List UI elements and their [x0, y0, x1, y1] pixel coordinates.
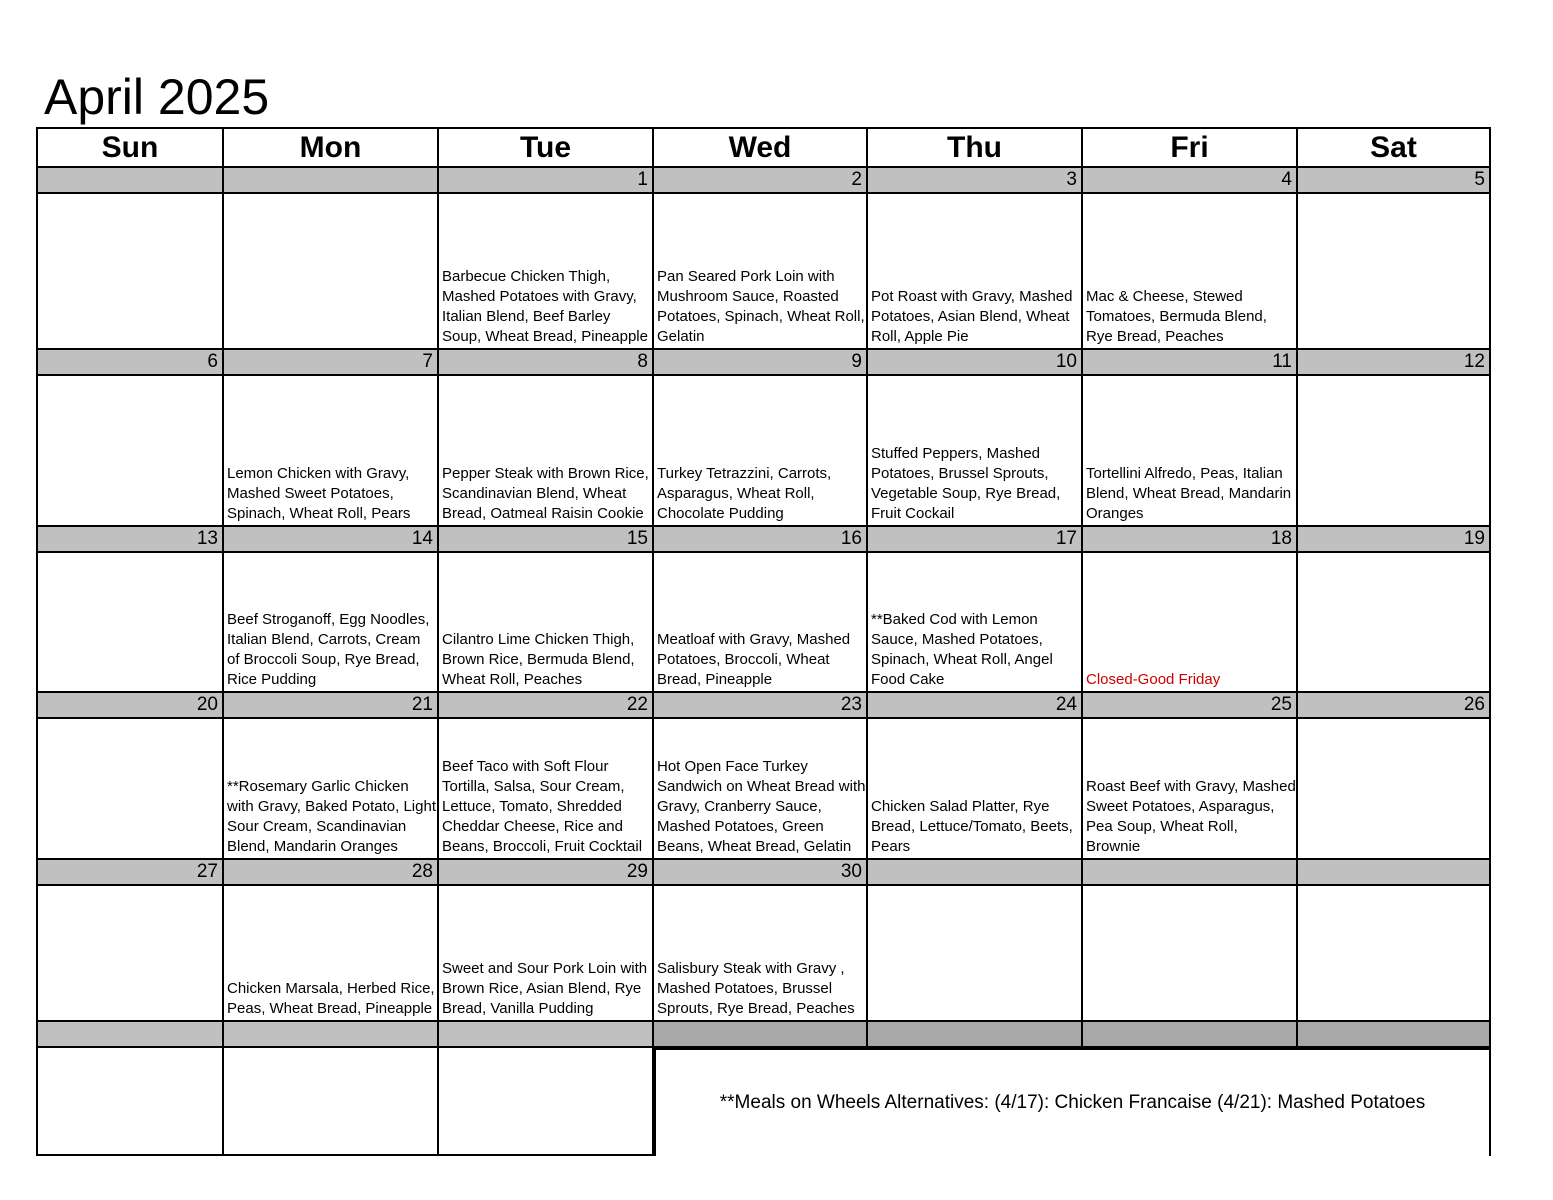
day-number: [1083, 860, 1298, 886]
day-cell: [38, 719, 224, 860]
meal-text: Meatloaf with Gravy, Mashed Potatoes, Broccoli, Wheat Bread, Pineapple: [657, 631, 851, 688]
meal-text: Pepper Steak with Brown Rice, Scandinavian Blend, Wheat Bread, Oatmeal Raisin Cookie: [442, 465, 649, 522]
meal-text: Chicken Marsala, Herbed Rice, Peas, Wheat Bread, Pineapple: [227, 980, 435, 1017]
day-number: 23: [654, 693, 868, 719]
calendar-title: April 2025: [44, 69, 270, 125]
day-number: 17: [868, 527, 1083, 553]
day-number: 2: [654, 168, 868, 194]
meal-text: **Rosemary Garlic Chicken with Gravy, Baked Potato, Light Sour Cream, Scandinavian Blend, Mandarin Oranges: [227, 778, 436, 855]
day-cell: [38, 553, 224, 693]
day-number: [224, 168, 439, 194]
day-number: [1083, 1022, 1298, 1048]
day-cell: [868, 886, 1083, 1022]
day-number: 22: [439, 693, 654, 719]
day-number: 5: [1298, 168, 1489, 194]
day-cell: [868, 376, 1083, 527]
day-number: 6: [38, 350, 224, 376]
day-number: 18: [1083, 527, 1298, 553]
meal-text: Cilantro Lime Chicken Thigh, Brown Rice, Bermuda Blend, Wheat Roll, Peaches: [442, 631, 635, 688]
day-cell: [1083, 194, 1298, 350]
day-number: 12: [1298, 350, 1489, 376]
weekday-header: Wed: [654, 129, 868, 168]
meal-text: Chicken Salad Platter, Rye Bread, Lettuce/Tomato, Beets, Pears: [871, 798, 1073, 855]
day-number: 3: [868, 168, 1083, 194]
meal-text: Turkey Tetrazzini, Carrots, Asparagus, Wheat Roll, Chocolate Pudding: [657, 465, 832, 522]
day-cell: [224, 1048, 439, 1156]
meal-text: **Baked Cod with Lemon Sauce, Mashed Potatoes, Spinach, Wheat Roll, Angel Food Cake: [871, 611, 1053, 688]
weekday-header: Fri: [1083, 129, 1298, 168]
meal-text: Pan Seared Pork Loin with Mushroom Sauce, Roasted Potatoes, Spinach, Wheat Roll, Gelatin: [657, 268, 865, 345]
day-number: 14: [224, 527, 439, 553]
meal-text: Pot Roast with Gravy, Mashed Potatoes, Asian Blend, Wheat Roll, Apple Pie: [871, 288, 1073, 345]
day-number: 19: [1298, 527, 1489, 553]
day-number: [868, 1022, 1083, 1048]
day-number: [38, 168, 224, 194]
day-number: 26: [1298, 693, 1489, 719]
day-number: 4: [1083, 168, 1298, 194]
day-cell: [654, 376, 868, 527]
meal-text: Tortellini Alfredo, Peas, Italian Blend, Wheat Bread, Mandarin Oranges: [1086, 465, 1292, 522]
meal-text: Barbecue Chicken Thigh, Mashed Potatoes with Gravy, Italian Blend, Beef Barley Soup, Wheat Bread, Pineapple: [442, 268, 648, 345]
day-cell: [868, 194, 1083, 350]
day-cell: [1298, 194, 1489, 350]
meal-text: Sweet and Sour Pork Loin with Brown Rice, Asian Blend, Rye Bread, Vanilla Pudding: [442, 960, 648, 1017]
day-number: 16: [654, 527, 868, 553]
day-cell: [439, 886, 654, 1022]
day-cell: [38, 1048, 224, 1156]
weekday-header: Mon: [224, 129, 439, 168]
day-cell: [1083, 719, 1298, 860]
day-cell: [439, 719, 654, 860]
day-cell: [224, 886, 439, 1022]
day-number: 20: [38, 693, 224, 719]
day-number: 13: [38, 527, 224, 553]
meal-text: Mac & Cheese, Stewed Tomatoes, Bermuda Blend, Rye Bread, Peaches: [1086, 288, 1267, 345]
alternatives-note: **Meals on Wheels Alternatives: (4/17): Chicken Francaise (4/21): Mashed Potatoes: [654, 1048, 1489, 1156]
day-cell: [38, 194, 224, 350]
meal-text: Stuffed Peppers, Mashed Potatoes, Brussel Sprouts, Vegetable Soup, Rye Bread, Fruit Cockail: [871, 445, 1061, 522]
day-number: [224, 1022, 439, 1048]
weekday-header: Sun: [38, 129, 224, 168]
day-cell: [654, 719, 868, 860]
day-number: 8: [439, 350, 654, 376]
meal-text: Beef Taco with Soft Flour Tortilla, Salsa, Sour Cream, Lettuce, Tomato, Shredded Cheddar Cheese, Rice and Beans, Broccoli, Fruit Cocktail: [442, 758, 643, 855]
day-number: 27: [38, 860, 224, 886]
meal-text: Salisbury Steak with Gravy , Mashed Potatoes, Brussel Sprouts, Rye Bread, Peaches: [657, 960, 855, 1017]
day-cell: [38, 376, 224, 527]
meal-text: Closed-Good Friday: [1086, 671, 1221, 688]
day-number: 15: [439, 527, 654, 553]
day-number: 24: [868, 693, 1083, 719]
weekday-header: Tue: [439, 129, 654, 168]
day-number: 29: [439, 860, 654, 886]
day-number: 25: [1083, 693, 1298, 719]
day-number: 7: [224, 350, 439, 376]
weekday-header: Sat: [1298, 129, 1489, 168]
day-number: [439, 1022, 654, 1048]
day-number: 10: [868, 350, 1083, 376]
day-number: 28: [224, 860, 439, 886]
day-cell: [654, 886, 868, 1022]
day-number: [1298, 1022, 1489, 1048]
day-number: [1298, 860, 1489, 886]
day-cell: [868, 553, 1083, 693]
day-number: [868, 860, 1083, 886]
day-cell: [654, 553, 868, 693]
day-cell: [1083, 553, 1298, 693]
meal-text: Hot Open Face Turkey Sandwich on Wheat Bread with Gravy, Cranberry Sauce, Mashed Potatoes, Green Beans, Wheat Bread, Gelatin: [657, 758, 866, 855]
day-cell: [439, 553, 654, 693]
day-cell: [1083, 376, 1298, 527]
day-cell: [224, 553, 439, 693]
day-number: 1: [439, 168, 654, 194]
day-cell: [1298, 719, 1489, 860]
meal-text: Roast Beef with Gravy, Mashed Sweet Potatoes, Asparagus, Pea Soup, Wheat Roll, Brownie: [1086, 778, 1296, 855]
day-cell: [224, 719, 439, 860]
day-cell: [439, 376, 654, 527]
weekday-header: Thu: [868, 129, 1083, 168]
day-cell: [439, 1048, 654, 1156]
day-cell: [654, 194, 868, 350]
day-number: 9: [654, 350, 868, 376]
day-cell: [1298, 886, 1489, 1022]
day-cell: [868, 719, 1083, 860]
day-cell: [1083, 886, 1298, 1022]
day-number: 21: [224, 693, 439, 719]
day-number: 30: [654, 860, 868, 886]
day-cell: [224, 376, 439, 527]
calendar-grid: [36, 127, 1491, 1156]
day-cell: [439, 194, 654, 350]
day-cell: [1298, 376, 1489, 527]
meal-text: Beef Stroganoff, Egg Noodles, Italian Blend, Carrots, Cream of Broccoli Soup, Rye Bread, Rice Pudding: [227, 611, 430, 688]
day-cell: [38, 886, 224, 1022]
meal-text: Lemon Chicken with Gravy, Mashed Sweet Potatoes, Spinach, Wheat Roll, Pears: [227, 465, 411, 522]
day-number: [38, 1022, 224, 1048]
day-cell: [224, 194, 439, 350]
day-number: 11: [1083, 350, 1298, 376]
day-cell: [1298, 553, 1489, 693]
day-number: [654, 1022, 868, 1048]
